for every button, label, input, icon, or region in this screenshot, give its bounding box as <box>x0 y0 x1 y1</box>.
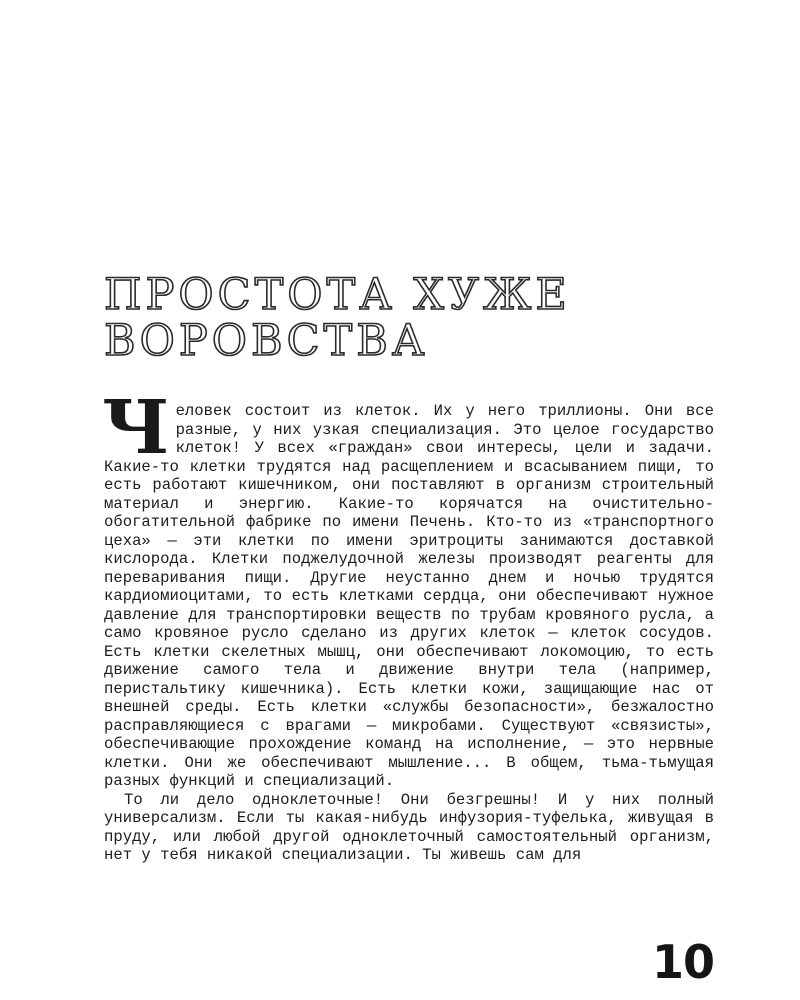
page-number: 10 <box>652 935 715 989</box>
drop-cap: Ч <box>102 385 170 471</box>
paragraph-1-text: еловек состоит из клеток. Их у него триллионы. Они все разные, у них узкая специализация. Это целое государство клеток! У всех «граждан» свои интересы, цели и задачи. Какие-то клетки трудятся над расщеплением и всасыванием пищи, то есть работают кишечником, они поставляют в организм строительный материал и энергию. Какие-то корячатся на очистительно-обогатительной фабрике по имени Печень. Кто-то из «транспортного цеха» — эти клетки по имени эритроциты занимаются доставкой кислорода. Клетки поджелудочной железы производят реагенты для переваривания пищи. Другие неустанно днем и ночью трудятся кардиомиоцитами, то есть клетками сердца, они обеспечивают нужное давление для транспортировки веществ по трубам кровяного русла, а само кровяное русло сделано из других клеток — клеток сосудов. Есть клетки скелетных мышц, они обеспечивают локомоцию, то есть движение самого тела и движение внутри тела (например, перистальтику кишечника). Есть клетки кожи, защищающие нас от внешней среды. Есть клетки «службы безопасности», безжалостно расправляющиеся с врагами — микробами. Существуют «связисты», обеспечивающие прохождение команд на исполнение, — это нервные клетки. Они же обеспечивают мышление... В общем, тьма-тьмущая разных функций и специализаций. <box>104 402 714 790</box>
chapter-title-line-1: ПРОСТОТА ХУЖЕ <box>104 270 571 320</box>
paragraph-2: То ли дело одноклеточные! Они безгрешны! И у них полный универсализм. Если ты какая-нибудь инфузория-туфелька, живущая в пруду, или любой другой одноклеточный самостоятельный организм, нет у тебя никакой специализации. Ты живешь сам для <box>104 790 714 864</box>
chapter-title-line-2: ВОРОВСТВА <box>104 316 429 366</box>
paragraph-1 <box>102 385 714 791</box>
chapter-title <box>104 272 571 364</box>
body-text <box>102 385 714 865</box>
